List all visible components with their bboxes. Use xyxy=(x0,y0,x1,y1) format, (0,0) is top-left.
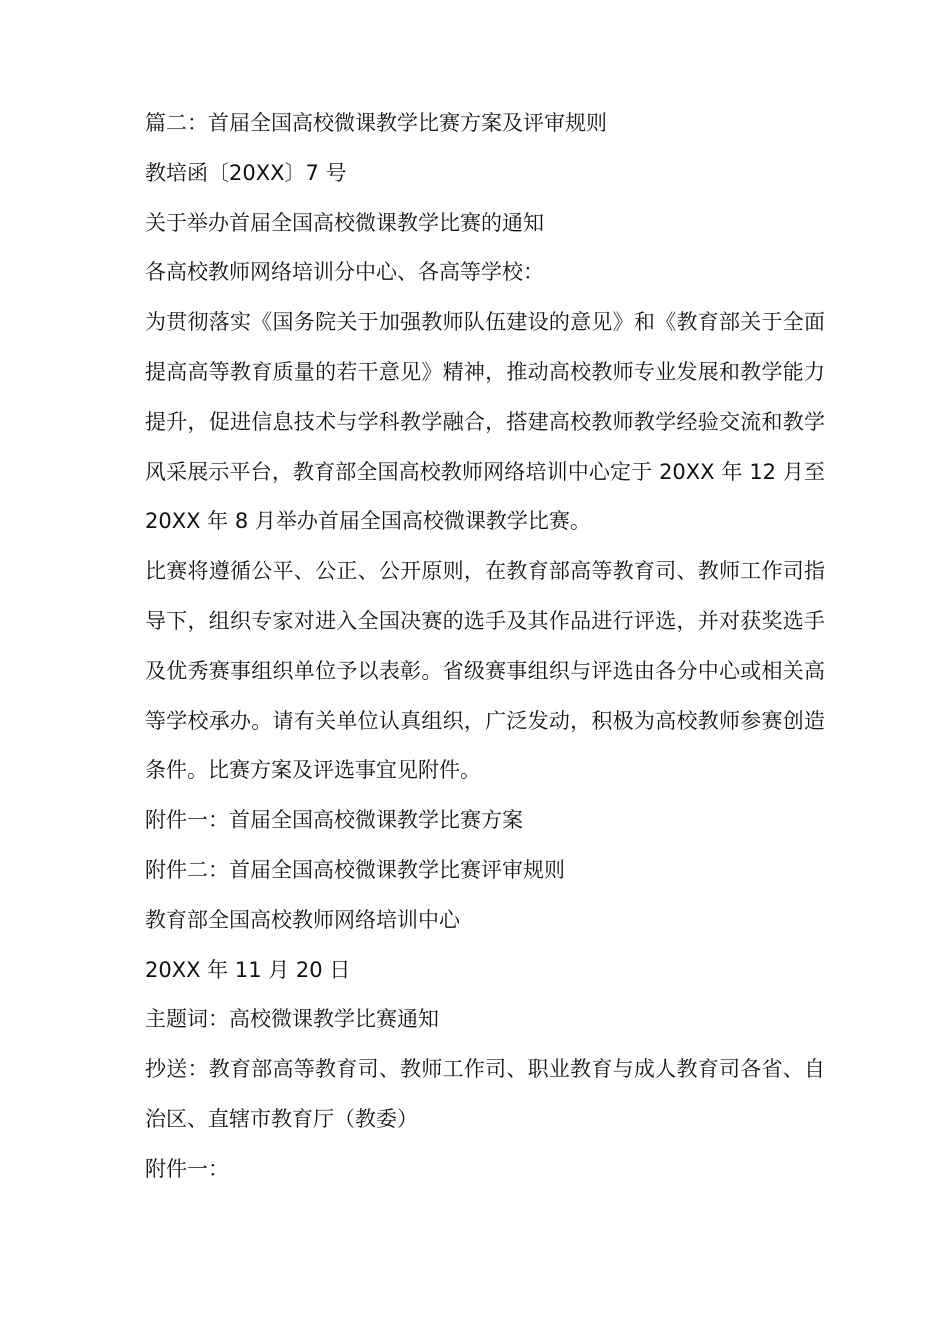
attachment-2-title: 附件二：首届全国高校微课教学比赛评审规则 xyxy=(145,857,565,882)
body-paragraph-rules: 比赛将遵循公平、公正、公开原则，在教育部高等教育司、教师工作司指导下，组织专家对进入全国决赛的选手及其作品进行评选，并对获奖选手及优秀赛事组织单位予以表彰。省级赛事组织与评选由各分中心或相关高等学校承办。请有关单位认真组织，广泛发动，积极为高校教师参赛创造条件。比赛方案及评选事宜见附件。 xyxy=(145,559,825,783)
document-number: 教培函〔20XX〕7 号 xyxy=(145,160,347,185)
recipients: 各高校教师网络培训分中心、各高等学校： xyxy=(145,260,544,285)
attachment-1-heading: 附件一： xyxy=(145,1156,229,1181)
issue-date: 20XX 年 11 月 20 日 xyxy=(145,957,351,982)
subject-keywords: 主题词：高校微课教学比赛通知 xyxy=(145,1007,439,1032)
issuer: 教育部全国高校教师网络培训中心 xyxy=(145,907,460,932)
attachment-1-title: 附件一：首届全国高校微课教学比赛方案 xyxy=(145,808,523,833)
document-body xyxy=(145,99,825,1195)
section-title: 篇二：首届全国高校微课教学比赛方案及评审规则 xyxy=(145,111,607,135)
notice-title: 关于举办首届全国高校微课教学比赛的通知 xyxy=(145,210,544,235)
cc-list: 抄送：教育部高等教育司、教师工作司、职业教育与成人教育司各省、自治区、直辖市教育厅（教委） xyxy=(145,1057,825,1131)
body-paragraph-purpose: 为贯彻落实《国务院关于加强教师队伍建设的意见》和《教育部关于全面提高高等教育质量的若干意见》精神，推动高校教师专业发展和教学能力提升，促进信息技术与学科教学融合，搭建高校教师教学经验交流和教学风采展示平台，教育部全国高校教师网络培训中心定于 20XX 年 12 月至 20XX 年 8 月举办首届全国高校微课教学比赛。 xyxy=(145,310,825,534)
